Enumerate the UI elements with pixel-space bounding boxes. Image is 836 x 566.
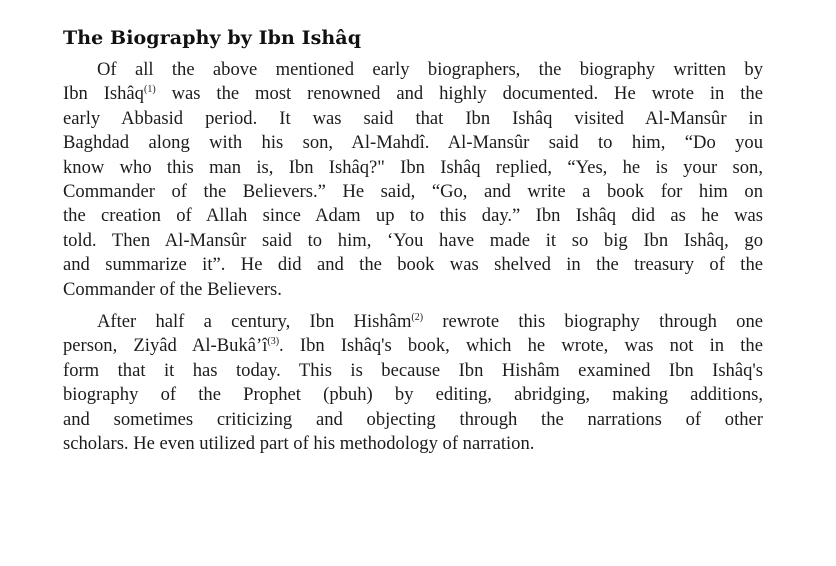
text-run: biography of the Prophet (pbuh) by editing, abridging, making additions, bbox=[63, 384, 763, 406]
text-run: told. Then Al-Mansûr said to him, ‘You have made it so big Ibn Ishâq, go bbox=[63, 229, 763, 251]
text-line bbox=[63, 334, 763, 358]
text-run: know who this man is, Ibn Ishâq?" Ibn Ishâq replied, “Yes, he is your son, bbox=[63, 156, 763, 178]
footnote-marker[interactable]: (3) bbox=[267, 336, 280, 348]
text-line bbox=[63, 131, 763, 155]
text-run: and summarize it”. He did and the book was shelved in the treasury of the bbox=[63, 254, 763, 276]
text-line bbox=[63, 82, 763, 106]
text-run: . Ibn Ishâq's book, which he wrote, was not in the bbox=[279, 335, 763, 357]
section-heading: The Biography by Ibn Ishâq bbox=[63, 27, 362, 49]
footnote-marker[interactable]: (2) bbox=[411, 312, 424, 324]
text-run: Baghdad along with his son, Al-Mahdî. Al-Mansûr said to him, “Do you bbox=[63, 132, 763, 154]
text-line bbox=[63, 359, 763, 383]
text-line bbox=[63, 204, 763, 228]
text-run: the creation of Allah since Adam up to this day.” Ibn Ishâq did as he was bbox=[63, 205, 763, 227]
text-run: form that it has today. This is because Ibn Hishâm examined Ibn Ishâq's bbox=[63, 359, 763, 381]
text-run: early Abbasid period. It was said that Ibn Ishâq visited Al-Mansûr in bbox=[63, 107, 763, 129]
text-line bbox=[63, 310, 763, 334]
text-run: After half a century, Ibn Hishâm bbox=[97, 311, 412, 333]
text-line bbox=[63, 253, 763, 277]
paragraph-2 bbox=[63, 310, 763, 456]
text-line bbox=[63, 58, 763, 82]
text-run: was the most renowned and highly documented. He wrote in the bbox=[155, 83, 763, 105]
text-line bbox=[63, 408, 763, 432]
text-run: Commander of the Believers.” He said, “Go, and write a book for him on bbox=[63, 181, 763, 203]
text-line bbox=[63, 229, 763, 253]
text-line bbox=[63, 432, 763, 456]
text-run: scholars. He even utilized part of his methodology of narration. bbox=[63, 433, 535, 455]
text-line bbox=[63, 156, 763, 180]
text-run: person, Ziyâd Al-Bukâ’î bbox=[63, 335, 268, 357]
paragraph-1 bbox=[63, 58, 763, 302]
text-line bbox=[63, 278, 763, 302]
text-line bbox=[63, 180, 763, 204]
text-run: and sometimes criticizing and objecting through the narrations of other bbox=[63, 408, 763, 430]
text-run: Ibn Ishâq bbox=[63, 83, 144, 105]
footnote-marker[interactable]: (1) bbox=[143, 84, 156, 96]
text-line bbox=[63, 107, 763, 131]
text-line bbox=[63, 383, 763, 407]
text-run: rewrote this biography through one bbox=[423, 311, 763, 333]
text-run: Of all the above mentioned early biographers, the biography written by bbox=[97, 59, 763, 80]
document-page bbox=[63, 27, 763, 457]
text-run: Commander of the Believers. bbox=[63, 278, 282, 300]
